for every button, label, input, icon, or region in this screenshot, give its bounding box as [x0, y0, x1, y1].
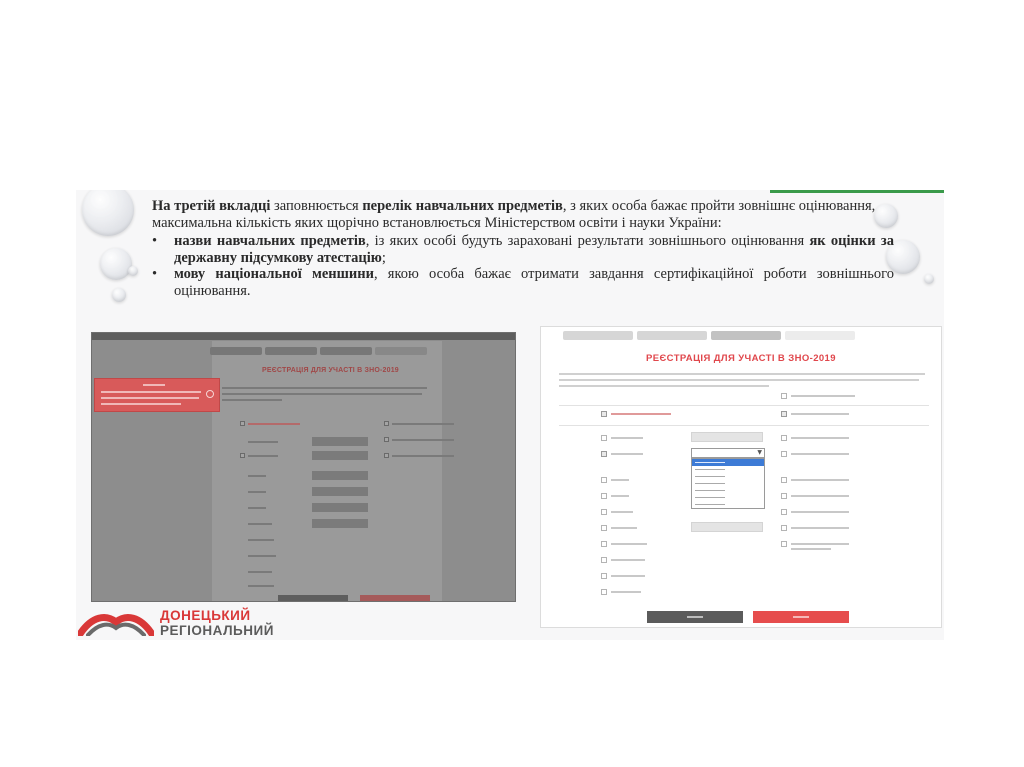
- bullet-item-language: [152, 266, 894, 299]
- subject-level-field[interactable]: [691, 432, 763, 442]
- close-icon[interactable]: [206, 390, 214, 398]
- subject-label: [248, 423, 300, 425]
- back-button[interactable]: [647, 611, 743, 623]
- checkbox-subject[interactable]: [601, 493, 607, 499]
- dpa-checkbox: [384, 421, 389, 426]
- subject-checkbox: [240, 453, 245, 458]
- screenshot-tab: [320, 347, 372, 355]
- subject-label: [248, 475, 266, 477]
- label-ukrainian-language: [611, 413, 671, 415]
- bullet-item-subjects: [152, 233, 894, 266]
- subject-label: [248, 571, 272, 573]
- label-dpa: [791, 495, 849, 497]
- subject-field: [312, 487, 368, 496]
- bullet-bold-2: як оцінки за державну підсумкову атестацію: [174, 233, 894, 266]
- next-button[interactable]: [753, 611, 849, 623]
- subject-label: [611, 559, 645, 561]
- donetsk-regional-logo: [78, 604, 298, 640]
- subject-label: [248, 539, 274, 541]
- subject-checkbox: [240, 421, 245, 426]
- screenshot-tab: [210, 347, 262, 355]
- back-button[interactable]: [278, 595, 348, 602]
- screenshot-tab: [375, 347, 427, 355]
- instruction-text-line: [559, 385, 769, 387]
- dropdown-option-selected[interactable]: [692, 459, 764, 466]
- step-tab[interactable]: [563, 331, 633, 340]
- step-tab-active[interactable]: [711, 331, 781, 340]
- checkbox-dpa[interactable]: [781, 525, 787, 531]
- subject-label: [611, 543, 647, 545]
- subject-label: [248, 585, 274, 587]
- registration-title: РЕЄСТРАЦІЯ ДЛЯ УЧАСТІ В ЗНО-2019: [262, 367, 399, 374]
- dpa-checkbox: [384, 453, 389, 458]
- instruction-text-line: [222, 393, 422, 395]
- intro-text-1: заповнюється: [270, 198, 363, 214]
- subject-label: [611, 527, 637, 529]
- label-dpa-note: [791, 548, 831, 550]
- dpa-label: [392, 423, 454, 425]
- intro-bold-1: На третій вкладці: [152, 198, 271, 214]
- label-dpa: [791, 479, 849, 481]
- subject-field: [312, 519, 368, 528]
- checkbox-dpa[interactable]: [781, 477, 787, 483]
- subject-field: [312, 451, 368, 460]
- checkbox-subject[interactable]: [601, 509, 607, 515]
- modal-text-line: [101, 397, 199, 399]
- label-dpa: [791, 543, 849, 545]
- step-tab[interactable]: [637, 331, 707, 340]
- section-divider: [559, 405, 929, 406]
- language-dropdown-list[interactable]: [691, 458, 765, 509]
- screenshot-tab: [265, 347, 317, 355]
- dropdown-option[interactable]: [692, 494, 764, 501]
- bullet-tail: ;: [381, 249, 386, 266]
- instruction-text-line: [222, 399, 282, 401]
- bullet-list: [152, 233, 894, 299]
- checkbox-subject[interactable]: [601, 477, 607, 483]
- subject-label: [248, 555, 276, 557]
- dropdown-option[interactable]: [692, 473, 764, 480]
- label-dpa: [791, 453, 849, 455]
- step-tab-disabled: [785, 331, 855, 340]
- bullet-bold: назви навчальних предметів: [174, 233, 366, 249]
- label-dpa: [791, 527, 849, 529]
- subject-label: [611, 453, 643, 455]
- checkbox-dpa[interactable]: [781, 493, 787, 499]
- section-divider: [559, 425, 929, 426]
- dropdown-option[interactable]: [692, 487, 764, 494]
- subject-label: [611, 511, 633, 513]
- intro-paragraph: [152, 198, 894, 231]
- screenshot-tabs: [210, 347, 427, 355]
- slide-text: [152, 198, 894, 299]
- checkbox-dpa[interactable]: [781, 509, 787, 515]
- screenshot-left: [91, 332, 516, 602]
- subject-field: [312, 503, 368, 512]
- subject-label: [611, 591, 641, 593]
- dpa-label: [392, 439, 454, 441]
- error-modal: [94, 378, 220, 412]
- subject-label: [611, 495, 629, 497]
- label-no-dpa: [791, 395, 855, 397]
- next-button[interactable]: [360, 595, 430, 602]
- logo-text-line2: РЕГІОНАЛЬНИЙ: [160, 623, 274, 638]
- step-breadcrumbs: [563, 331, 855, 340]
- logo-text-line1: ДОНЕЦЬКИЙ: [160, 608, 251, 623]
- checkbox-subject[interactable]: [601, 541, 607, 547]
- language-select[interactable]: [691, 448, 765, 458]
- decorative-drop: [112, 288, 126, 302]
- subject-label: [248, 441, 278, 443]
- instruction-text-line: [559, 379, 919, 381]
- subject-label: [611, 479, 629, 481]
- checkbox-subject[interactable]: [601, 573, 607, 579]
- registration-title: РЕЄСТРАЦІЯ ДЛЯ УЧАСТІ В ЗНО-2019: [646, 353, 836, 364]
- dpa-label: [392, 455, 454, 457]
- intro-text-2: , з яких особа бажає пройти зовнішнє оцінювання, максимальна кількість яких щорічно встановлюється Міністерством освіти і науки України:: [152, 198, 876, 231]
- bullet-bold: мову національної меншини: [174, 266, 374, 282]
- subject-label: [611, 437, 643, 439]
- subject-label: [248, 507, 266, 509]
- label-dpa: [791, 413, 849, 415]
- bullet-text: , із яких особі будуть зараховані результати зовнішнього оцінювання: [365, 233, 810, 249]
- checkbox-dpa[interactable]: [781, 435, 787, 441]
- screenshot-right: [540, 326, 942, 628]
- modal-heading-line: [143, 384, 165, 386]
- subject-label: [248, 455, 278, 457]
- checkbox-subject[interactable]: [601, 451, 607, 457]
- dropdown-option[interactable]: [692, 501, 764, 508]
- checkbox-subject[interactable]: [601, 557, 607, 563]
- bullet-dot-icon: •: [152, 233, 158, 249]
- checkbox-dpa-ukrainian[interactable]: [781, 411, 787, 417]
- checkbox-dpa[interactable]: [781, 541, 787, 547]
- subject-field: [312, 437, 368, 446]
- subject-label: [248, 491, 266, 493]
- checkbox-subject[interactable]: [601, 589, 607, 595]
- dpa-checkbox: [384, 437, 389, 442]
- modal-text-line: [101, 403, 181, 405]
- checkbox-dpa[interactable]: [781, 451, 787, 457]
- modal-text-line: [101, 391, 201, 393]
- bullet-dot-icon: •: [152, 266, 158, 282]
- logo-mark-icon: [78, 610, 154, 636]
- decorative-drop: [82, 190, 134, 236]
- subject-label: [248, 523, 272, 525]
- slide-accent-line: [770, 190, 944, 193]
- subject-level-field[interactable]: [691, 522, 763, 532]
- instruction-text-line: [222, 387, 427, 389]
- intro-bold-2: перелік навчальних предметів: [362, 198, 563, 214]
- dropdown-option[interactable]: [692, 466, 764, 473]
- subject-field: [312, 471, 368, 480]
- dropdown-option[interactable]: [692, 480, 764, 487]
- decorative-drop: [128, 266, 138, 276]
- label-dpa: [791, 511, 849, 513]
- instruction-text-line: [559, 373, 925, 375]
- bullet-text: , якою особа бажає отримати завдання сертифікаційної роботи зовнішнього оцінювання.: [174, 266, 894, 299]
- screenshot-topbar: [92, 333, 515, 340]
- decorative-drop: [924, 274, 934, 284]
- presentation-slide: [76, 190, 944, 640]
- chevron-down-icon: ▼: [757, 449, 762, 456]
- checkbox-subject[interactable]: [601, 525, 607, 531]
- checkbox-ukrainian-language[interactable]: [601, 411, 607, 417]
- checkbox-subject[interactable]: [601, 435, 607, 441]
- label-dpa: [791, 437, 849, 439]
- decorative-drop: [100, 248, 132, 280]
- subject-label: [611, 575, 645, 577]
- checkbox-no-dpa[interactable]: [781, 393, 787, 399]
